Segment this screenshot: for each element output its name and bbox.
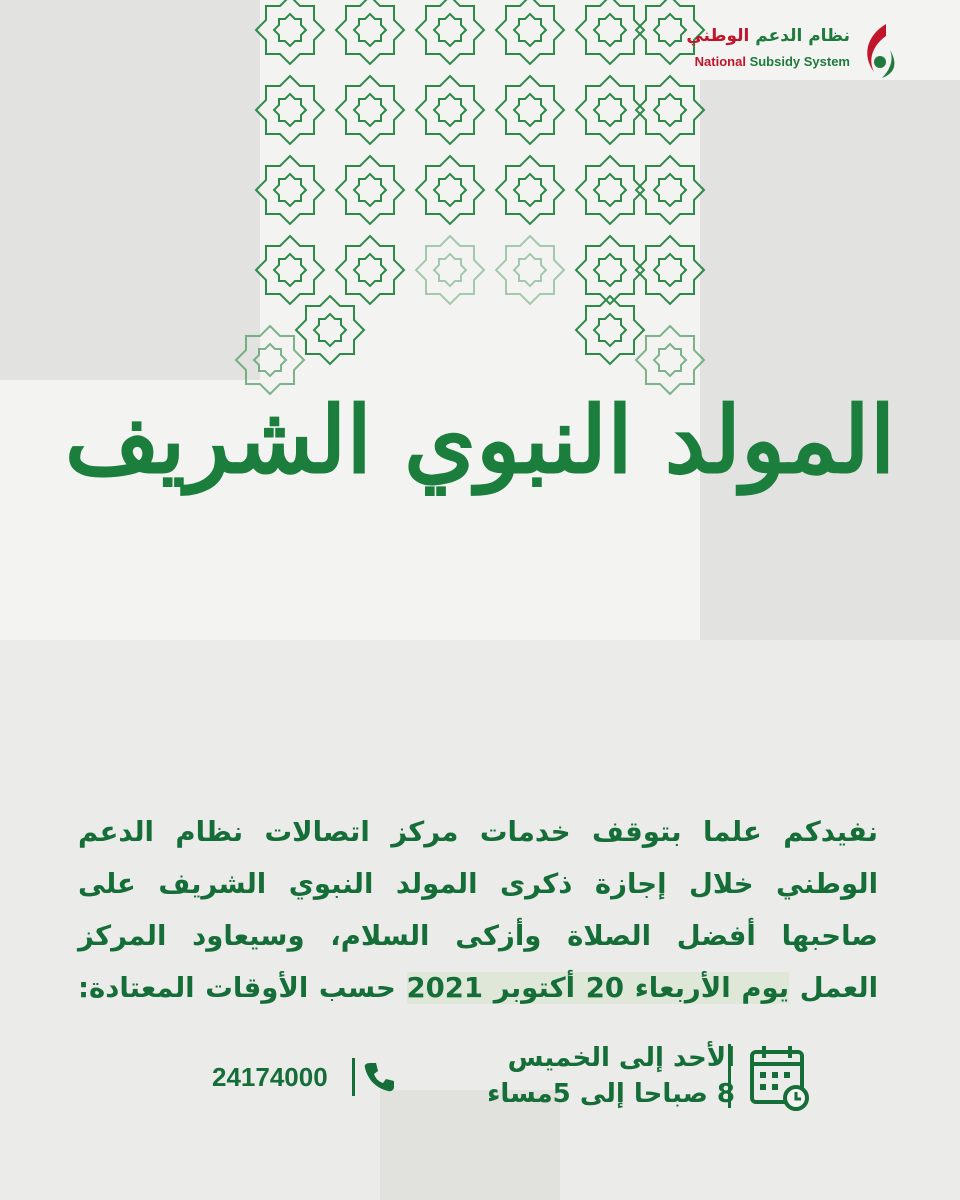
- logo-arabic: نظام الدعم الوطني: [686, 26, 850, 46]
- phone-number[interactable]: 24174000: [212, 1062, 328, 1092]
- notice-line-3: صاحبها أفضل الصلاة وأزكى السلام، وسيعاود المركز: [78, 920, 878, 952]
- divider: [352, 1058, 355, 1096]
- notice-paragraph: [78, 806, 878, 1014]
- working-days: الأحد إلى الخميس: [507, 1043, 735, 1073]
- flame-palm-logo-icon: [856, 22, 906, 82]
- footer: [0, 1040, 960, 1130]
- return-date-highlight: يوم الأربعاء 20 أكتوبر 2021: [406, 972, 790, 1004]
- calendar-clock-icon: [748, 1042, 810, 1112]
- working-time: 8 صباحا إلى 5مساء: [487, 1079, 735, 1109]
- logo-english: National Subsidy System: [694, 54, 850, 69]
- headline-calligraphy: المولد النبوي الشريف: [64, 386, 896, 494]
- phone-icon: [362, 1060, 396, 1094]
- working-hours: [435, 1040, 735, 1112]
- notice-line-1: نفيدكم علما بتوقف خدمات مركز اتصالات نظام الدعم: [78, 816, 878, 848]
- notice-line-2: الوطني خلال إجازة ذكرى المولد النبوي الشريف على: [78, 868, 878, 900]
- notice-line-4: العمل يوم الأربعاء 20 أكتوبر 2021 حسب الأوقات المعتادة:: [78, 972, 878, 1004]
- logo: [612, 22, 912, 82]
